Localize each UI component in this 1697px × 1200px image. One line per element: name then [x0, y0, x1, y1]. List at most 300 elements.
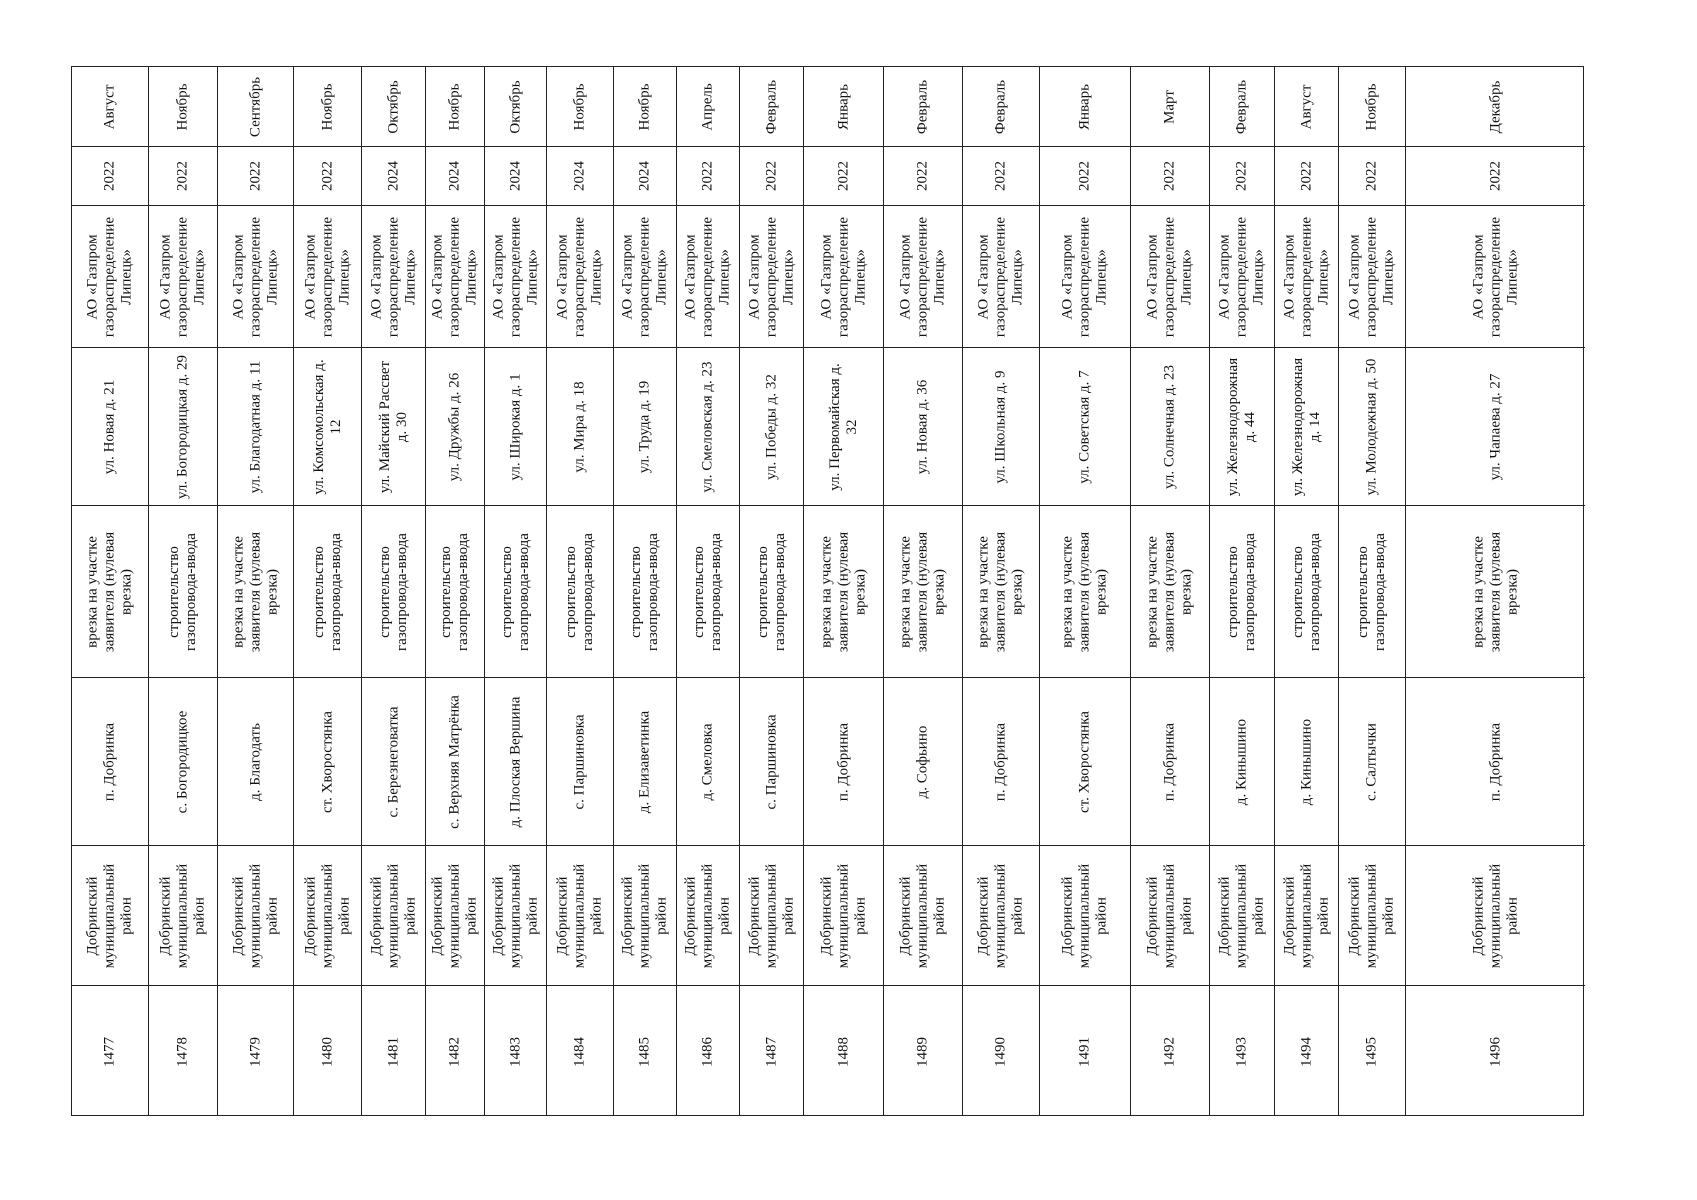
table-row [740, 67, 804, 1115]
n-text: 1483 [507, 1036, 523, 1067]
cell-org [294, 205, 361, 347]
n-text: 1490 [992, 1036, 1009, 1067]
cell-n [218, 985, 293, 1117]
month-text: Ноябрь [571, 83, 588, 130]
table-row [426, 67, 485, 1115]
cell-work [1210, 505, 1274, 677]
work-text: врезка на участке заявителя (нулевая врезка) [230, 531, 280, 652]
cell-locality [426, 677, 484, 845]
district-text: Добринский муниципальный район [1470, 863, 1520, 968]
cell-district [1275, 845, 1338, 985]
month-text: Октябрь [507, 79, 523, 134]
cell-work [485, 505, 546, 677]
district-text: Добринский муниципальный район [302, 863, 352, 968]
cell-district [547, 845, 613, 985]
cell-n [1210, 985, 1274, 1117]
n-text: 1486 [699, 1036, 716, 1067]
work-text: строительство газопровода-ввода [563, 532, 596, 651]
cell-n [1339, 985, 1405, 1117]
org-text: АО «Газпром газораспределение Липецк» [230, 216, 280, 337]
cell-n [294, 985, 361, 1117]
org-text: АО «Газпром газораспределение Липецк» [554, 216, 605, 337]
district-text: Добринский муниципальный район [230, 863, 280, 968]
n-text: 1477 [101, 1036, 118, 1067]
locality-text: с. Салтычки [1363, 722, 1380, 801]
cell-year [426, 146, 484, 205]
locality-text: д. Софьино [914, 725, 931, 798]
org-text: АО «Газпром газораспределение Липецк» [1144, 216, 1195, 337]
cell-year [1210, 146, 1274, 205]
locality-text: с. Березнеговатка [385, 705, 401, 818]
cell-district [963, 845, 1039, 985]
work-text: строительство газопровода-ввода [628, 532, 661, 651]
cell-month [1275, 67, 1338, 146]
org-text: АО «Газпром газораспределение Липецк» [429, 216, 480, 337]
cell-org [677, 205, 739, 347]
cell-month [884, 67, 962, 146]
cell-district [1131, 845, 1209, 985]
org-text: АО «Газпром газораспределение Липецк» [1216, 216, 1267, 337]
address-text: ул. Смеловская д. 23 [699, 360, 716, 493]
work-text: врезка на участке заявителя (нулевая врезка) [818, 531, 868, 652]
cell-address [294, 347, 361, 505]
cell-work [1040, 505, 1130, 677]
work-text: строительство газопровода-ввода [1225, 532, 1258, 651]
cell-work [677, 505, 739, 677]
cell-address [485, 347, 546, 505]
cell-address [963, 347, 1039, 505]
cell-org [72, 205, 148, 347]
cell-address [1406, 347, 1585, 505]
year-text: 2022 [1076, 161, 1093, 191]
rotated-table [71, 66, 1584, 1116]
address-text: ул. Комсомольская д. 12 [310, 358, 344, 495]
month-text: Февраль [992, 79, 1009, 134]
cell-district [740, 845, 803, 985]
cell-locality [1406, 677, 1585, 845]
cell-org [362, 205, 425, 347]
org-text: АО «Газпром газораспределение Липецк» [490, 216, 540, 337]
district-text: Добринский муниципальный район [1346, 863, 1397, 968]
year-text: 2022 [1487, 161, 1503, 191]
n-text: 1491 [1076, 1036, 1093, 1067]
month-text: Январь [835, 83, 851, 130]
org-text: АО «Газпром газораспределение Липецк» [818, 216, 868, 337]
org-text: АО «Газпром газораспределение Липецк» [682, 216, 733, 337]
district-text: Добринский муниципальный район [1216, 863, 1267, 968]
cell-n [1131, 985, 1209, 1117]
cell-month [677, 67, 739, 146]
district-text: Добринский муниципальный район [818, 863, 868, 968]
month-text: Сентябрь [247, 76, 263, 137]
cell-address [614, 347, 676, 505]
cell-n [1275, 985, 1338, 1117]
table-row [218, 67, 294, 1115]
cell-address [884, 347, 962, 505]
locality-text: п. Добринка [1487, 722, 1503, 801]
cell-address [677, 347, 739, 505]
cell-month [426, 67, 484, 146]
work-text: строительство газопровода-ввода [1355, 532, 1388, 651]
locality-text: п. Добринка [992, 722, 1009, 801]
year-text: 2024 [636, 161, 653, 191]
cell-year [362, 146, 425, 205]
work-text: врезка на участке заявителя (нулевая врезка) [1470, 531, 1520, 652]
cell-locality [1275, 677, 1338, 845]
year-text: 2022 [1298, 161, 1314, 191]
address-text: ул. Солнечная д. 23 [1161, 364, 1178, 489]
table-row [72, 67, 149, 1115]
cell-month [1339, 67, 1405, 146]
cell-work [1406, 505, 1585, 677]
work-text: строительство газопровода-ввода [166, 532, 199, 651]
n-text: 1480 [319, 1036, 335, 1067]
locality-text: п. Добринка [101, 722, 118, 801]
org-text: АО «Газпром газораспределение Липецк» [619, 216, 670, 337]
cell-n [804, 985, 883, 1117]
cell-n [963, 985, 1039, 1117]
table-row [963, 67, 1040, 1115]
n-text: 1485 [636, 1036, 653, 1067]
cell-year [149, 146, 217, 205]
work-text: врезка на участке заявителя (нулевая врезка) [897, 531, 948, 652]
address-text: ул. Мира д. 18 [571, 380, 588, 473]
address-text: ул. Богородицкая д. 29 [174, 354, 191, 499]
year-text: 2022 [699, 161, 716, 191]
cell-month [294, 67, 361, 146]
cell-locality [72, 677, 148, 845]
table-row [677, 67, 740, 1115]
cell-locality [884, 677, 962, 845]
cell-org [1275, 205, 1338, 347]
cell-district [677, 845, 739, 985]
cell-year [1339, 146, 1405, 205]
cell-year [294, 146, 361, 205]
table-row [614, 67, 677, 1115]
year-text: 2022 [174, 161, 191, 191]
cell-work [804, 505, 883, 677]
locality-text: д. Благодать [247, 722, 263, 801]
cell-work [884, 505, 962, 677]
cell-address [1275, 347, 1338, 505]
year-text: 2022 [101, 161, 118, 191]
locality-text: д. Плоская Вершина [507, 696, 523, 827]
cell-org [804, 205, 883, 347]
cell-year [740, 146, 803, 205]
cell-year [614, 146, 676, 205]
cell-address [426, 347, 484, 505]
cell-n [1406, 985, 1585, 1117]
work-text: строительство газопровода-ввода [1289, 532, 1323, 651]
year-text: 2022 [992, 161, 1009, 191]
org-text: АО «Газпром газораспределение Липецк» [157, 216, 208, 337]
cell-year [1131, 146, 1209, 205]
cell-locality [740, 677, 803, 845]
locality-text: п. Добринка [1161, 722, 1178, 801]
cell-district [614, 845, 676, 985]
cell-work [1131, 505, 1209, 677]
cell-work [1339, 505, 1405, 677]
cell-year [72, 146, 148, 205]
cell-org [426, 205, 484, 347]
org-text: АО «Газпром газораспределение Липецк» [1346, 216, 1397, 337]
work-text: врезка на участке заявителя (нулевая врезка) [1059, 531, 1110, 652]
n-text: 1479 [247, 1036, 263, 1067]
year-text: 2024 [385, 161, 401, 191]
locality-text: д. Кинышино [1298, 718, 1314, 805]
cell-year [218, 146, 293, 205]
cell-work [426, 505, 484, 677]
work-text: строительство газопровода-ввода [376, 532, 410, 651]
locality-text: ст. Хворостянка [319, 710, 335, 813]
cell-work [963, 505, 1039, 677]
cell-locality [485, 677, 546, 845]
work-text: врезка на участке заявителя (нулевая врезка) [84, 531, 135, 652]
district-text: Добринский муниципальный район [157, 863, 208, 968]
cell-month [804, 67, 883, 146]
cell-work [362, 505, 425, 677]
cell-org [614, 205, 676, 347]
address-text: ул. Чапаева д. 27 [1487, 373, 1503, 480]
month-text: Февраль [763, 79, 779, 134]
cell-address [362, 347, 425, 505]
cell-org [740, 205, 803, 347]
cell-locality [149, 677, 217, 845]
locality-text: д. Смеловка [699, 722, 716, 801]
year-text: 2022 [1363, 161, 1380, 191]
year-text: 2022 [319, 161, 335, 191]
locality-text: с. Верхняя Матрёнка [446, 694, 463, 829]
table-row [485, 67, 547, 1115]
cell-year [804, 146, 883, 205]
table-row [1210, 67, 1275, 1115]
n-text: 1495 [1363, 1036, 1380, 1067]
district-text: Добринский муниципальный район [975, 863, 1026, 968]
cell-locality [1339, 677, 1405, 845]
cell-org [963, 205, 1039, 347]
cell-month [1406, 67, 1585, 146]
work-text: строительство газопровода-ввода [310, 532, 344, 651]
table-row [362, 67, 426, 1115]
cell-year [547, 146, 613, 205]
cell-year [485, 146, 546, 205]
cell-n [677, 985, 739, 1117]
year-text: 2024 [507, 161, 523, 191]
cell-n [614, 985, 676, 1117]
org-text: АО «Газпром газораспределение Липецк» [368, 216, 418, 337]
address-text: ул. Школьная д. 9 [992, 369, 1009, 484]
cell-n [362, 985, 425, 1117]
district-text: Добринский муниципальный район [429, 863, 480, 968]
address-text: ул. Труда д. 19 [636, 380, 653, 473]
cell-work [740, 505, 803, 677]
work-text: врезка на участке заявителя (нулевая врезка) [975, 531, 1026, 652]
table-row [1339, 67, 1406, 1115]
n-text: 1484 [571, 1036, 588, 1067]
cell-org [547, 205, 613, 347]
n-text: 1478 [174, 1036, 191, 1067]
month-text: Ноябрь [1363, 83, 1380, 130]
cell-month [1131, 67, 1209, 146]
cell-month [614, 67, 676, 146]
year-text: 2022 [247, 161, 263, 191]
org-text: АО «Газпром газораспределение Липецк» [897, 216, 948, 337]
cell-district [1406, 845, 1585, 985]
cell-locality [294, 677, 361, 845]
cell-district [485, 845, 546, 985]
n-text: 1492 [1161, 1036, 1178, 1067]
month-text: Январь [1076, 83, 1093, 130]
address-text: ул. Победы д. 32 [763, 373, 779, 480]
cell-year [677, 146, 739, 205]
cell-address [72, 347, 148, 505]
cell-org [1406, 205, 1585, 347]
district-text: Добринский муниципальный район [490, 863, 540, 968]
month-text: Август [1298, 84, 1314, 129]
cell-address [1040, 347, 1130, 505]
locality-text: с. Паршиновка [763, 713, 779, 810]
cell-district [294, 845, 361, 985]
month-text: Ноябрь [174, 83, 191, 130]
work-text: строительство газопровода-ввода [498, 532, 532, 651]
year-text: 2022 [763, 161, 779, 191]
cell-n [1040, 985, 1130, 1117]
work-text: врезка на участке заявителя (нулевая врезка) [1144, 531, 1195, 652]
cell-address [740, 347, 803, 505]
address-text: ул. Новая д. 36 [914, 379, 931, 474]
year-text: 2022 [835, 161, 851, 191]
cell-district [149, 845, 217, 985]
month-text: Февраль [914, 79, 931, 134]
cell-year [963, 146, 1039, 205]
cell-district [218, 845, 293, 985]
cell-year [1275, 146, 1338, 205]
cell-work [547, 505, 613, 677]
table-row [1131, 67, 1210, 1115]
cell-month [740, 67, 803, 146]
cell-month [362, 67, 425, 146]
cell-district [362, 845, 425, 985]
n-text: 1493 [1233, 1036, 1250, 1067]
cell-org [884, 205, 962, 347]
locality-text: п. Добринка [835, 722, 851, 801]
cell-org [485, 205, 546, 347]
n-text: 1487 [763, 1036, 779, 1067]
address-text: ул. Советская д. 7 [1076, 369, 1093, 484]
district-text: Добринский муниципальный район [1281, 863, 1331, 968]
district-text: Добринский муниципальный район [897, 863, 948, 968]
cell-month [72, 67, 148, 146]
year-text: 2022 [914, 161, 931, 191]
table-row [1406, 67, 1585, 1115]
district-text: Добринский муниципальный район [1144, 863, 1195, 968]
cell-month [963, 67, 1039, 146]
org-text: АО «Газпром газораспределение Липецк» [746, 216, 796, 337]
work-text: строительство газопровода-ввода [754, 532, 788, 651]
month-text: Ноябрь [319, 83, 335, 130]
month-text: Август [101, 84, 118, 129]
table-row [1275, 67, 1339, 1115]
cell-work [1275, 505, 1338, 677]
table-row [547, 67, 614, 1115]
year-text: 2022 [1161, 161, 1178, 191]
cell-work [218, 505, 293, 677]
cell-org [149, 205, 217, 347]
cell-work [614, 505, 676, 677]
cell-district [426, 845, 484, 985]
address-text: ул. Майский Рассвет д. 30 [376, 360, 410, 493]
n-text: 1489 [914, 1036, 931, 1067]
cell-n [72, 985, 148, 1117]
cell-district [1339, 845, 1405, 985]
locality-text: д. Елизаветинка [636, 710, 653, 813]
cell-month [1040, 67, 1130, 146]
cell-locality [547, 677, 613, 845]
cell-org [218, 205, 293, 347]
cell-work [72, 505, 148, 677]
month-text: Ноябрь [636, 83, 653, 130]
cell-org [1040, 205, 1130, 347]
table-row [294, 67, 362, 1115]
year-text: 2024 [446, 161, 463, 191]
cell-locality [804, 677, 883, 845]
cell-address [218, 347, 293, 505]
locality-text: с. Богородицкое [174, 710, 191, 813]
address-text: ул. Первомайская д. 32 [826, 362, 860, 491]
cell-locality [362, 677, 425, 845]
cell-address [1210, 347, 1274, 505]
address-text: ул. Новая д. 21 [101, 379, 118, 474]
address-text: ул. Широкая д. 1 [507, 373, 523, 480]
cell-address [547, 347, 613, 505]
locality-text: с. Паршиновка [571, 713, 588, 810]
address-text: ул. Молодежная д. 50 [1363, 358, 1380, 495]
month-text: Февраль [1233, 79, 1250, 134]
address-text: ул. Железнодорожная д. 14 [1289, 357, 1323, 496]
cell-n [149, 985, 217, 1117]
cell-locality [614, 677, 676, 845]
table-row [149, 67, 218, 1115]
address-text: ул. Дружбы д. 26 [446, 372, 463, 481]
month-text: Ноябрь [446, 83, 463, 130]
cell-locality [218, 677, 293, 845]
org-text: АО «Газпром газораспределение Липецк» [975, 216, 1026, 337]
cell-n [884, 985, 962, 1117]
cell-n [740, 985, 803, 1117]
district-text: Добринский муниципальный район [746, 863, 796, 968]
org-text: АО «Газпром газораспределение Липецк» [84, 216, 135, 337]
cell-address [1131, 347, 1209, 505]
month-text: Апрель [699, 82, 716, 131]
cell-locality [1131, 677, 1209, 845]
org-text: АО «Газпром газораспределение Липецк» [1281, 216, 1331, 337]
cell-year [884, 146, 962, 205]
n-text: 1496 [1487, 1036, 1503, 1067]
cell-org [1339, 205, 1405, 347]
cell-address [804, 347, 883, 505]
cell-month [1210, 67, 1274, 146]
n-text: 1482 [446, 1036, 463, 1067]
n-text: 1494 [1298, 1036, 1314, 1067]
cell-address [149, 347, 217, 505]
cell-locality [1040, 677, 1130, 845]
org-text: АО «Газпром газораспределение Липецк» [1470, 216, 1520, 337]
cell-locality [963, 677, 1039, 845]
org-text: АО «Газпром газораспределение Липецк» [1059, 216, 1110, 337]
address-text: ул. Железнодорожная д. 44 [1225, 357, 1258, 496]
district-text: Добринский муниципальный район [84, 863, 135, 968]
cell-month [547, 67, 613, 146]
